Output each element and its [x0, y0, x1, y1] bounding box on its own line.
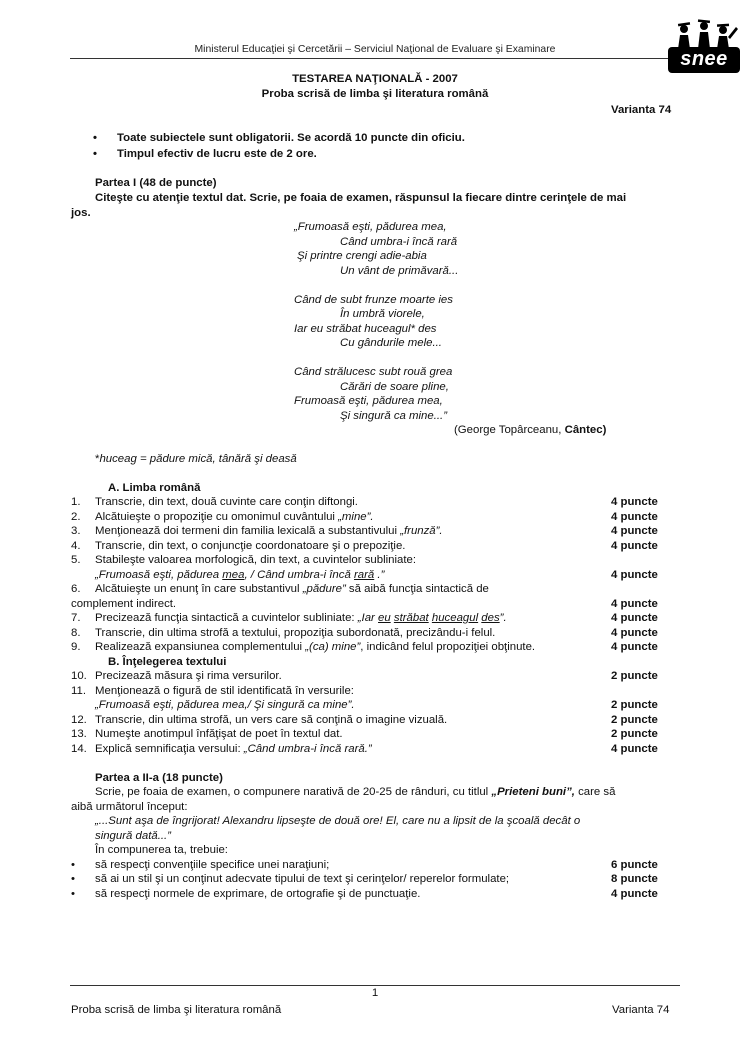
part2-text: care să	[574, 786, 616, 798]
quote-part: „Frumoasă eşti, pădurea	[95, 569, 223, 581]
item-text-cont: complement indirect.	[71, 598, 177, 610]
item-number: 3.	[71, 525, 81, 537]
item-text: Transcrie, din text, două cuvinte care conţin diftongi.	[95, 496, 358, 508]
item-text: Menţionează o figură de stil identificată în versurile:	[95, 685, 354, 697]
item-points: 4 puncte	[611, 627, 658, 639]
item-number: 1.	[71, 496, 81, 508]
criteria-text: să ai un stil şi un conţinut adecvate tipului de text şi cerinţelor/ reperelor formulate;	[95, 873, 510, 885]
item-points: 2 puncte	[611, 714, 658, 726]
item-text-emphasis: „frunză”.	[400, 525, 443, 537]
page-number: 1	[371, 987, 379, 999]
poem-line: În umbră viorele,	[340, 308, 425, 320]
poem-line: Când de subt frunze moarte ies	[294, 294, 453, 306]
part1-heading: Partea I (48 de puncte)	[95, 177, 217, 189]
item-text	[95, 742, 372, 757]
item-quote: „Frumoasă eşti, pădurea mea,/ Şi singură ca mine”.	[95, 699, 355, 711]
item-text-part: Precizează funcţia sintactică a cuvintelor subliniate:	[95, 612, 358, 624]
poem-line: Şi printre crengi adie-abia	[297, 250, 427, 262]
item-text: Transcrie, din text, o conjuncţie coordonatoare şi o prepoziţie.	[95, 540, 406, 552]
item-text-part: , indicând felul propoziţiei obţinute.	[360, 641, 536, 653]
glossary-text: huceag = pădure mică, tânără şi deasă	[99, 453, 297, 465]
part2-line	[95, 785, 615, 800]
item-quote	[358, 612, 507, 624]
sectionA-heading: A. Limba română	[108, 482, 201, 494]
rule-bullet: •	[93, 148, 97, 160]
poem-line: Şi singură ca mine...”	[340, 410, 447, 422]
quote-part: ”.	[499, 612, 507, 624]
essay-start-quote: „...Sunt aşa de îngrijorat! Alexandru lipseşte de două ore! El, care nu a lipsit de la şcoală decât o	[95, 815, 581, 827]
item-points: 4 puncte	[611, 540, 658, 552]
poem-line: Un vânt de primăvară...	[340, 265, 459, 277]
item-points: 2 puncte	[611, 699, 658, 711]
underlined-word: mea	[222, 569, 245, 581]
quote-part: .”	[374, 569, 385, 581]
underlined-word: rară	[353, 569, 375, 581]
item-number: 7.	[71, 612, 81, 624]
poem-line: Cu gândurile mele...	[340, 337, 442, 349]
item-text-part: Explică semnificaţia versului:	[95, 743, 244, 755]
item-text: Numeşte anotimpul înfăţişat de poet în textul dat.	[95, 728, 343, 740]
rule-bullet: •	[93, 132, 97, 144]
underlined-word: eu	[378, 612, 391, 624]
snee-logo	[668, 17, 740, 75]
item-number: 14.	[71, 743, 87, 755]
criteria-bullet: •	[71, 873, 75, 885]
item-text	[95, 640, 535, 655]
item-text: Precizează măsura şi rima versurilor.	[95, 670, 282, 682]
footer-left: Proba scrisă de limba şi literatura română	[71, 1004, 282, 1016]
item-points: 4 puncte	[611, 743, 658, 755]
quote-part: , / Când umbra-i încă	[244, 569, 354, 581]
variant-label: Varianta 74	[611, 104, 672, 116]
item-number: 6.	[71, 583, 81, 595]
criteria-points: 4 puncte	[611, 888, 658, 900]
item-points: 2 puncte	[611, 670, 658, 682]
rule-text: Toate subiectele sunt obligatorii. Se acordă 10 puncte din oficiu.	[117, 132, 465, 144]
item-points: 4 puncte	[611, 598, 658, 610]
item-number: 13.	[71, 728, 87, 740]
item-number: 9.	[71, 641, 81, 653]
item-points: 4 puncte	[611, 511, 658, 523]
item-text-part: Menţionează doi termeni din familia lexicală a substantivului	[95, 525, 401, 537]
item-text-part: să aibă funcţia sintactică de	[345, 583, 489, 595]
criteria-text: să respecţi normele de exprimare, de ortografie şi de punctuaţie.	[95, 888, 421, 900]
ministry-header: Ministerul Educaţiei şi Cercetării – Serviciul Naţional de Evaluare şi Examinare	[194, 44, 556, 55]
item-points: 4 puncte	[611, 525, 658, 537]
sectionB-heading: B. Înţelegerea textului	[108, 656, 227, 668]
exam-subtitle: Proba scrisă de limba şi literatura română	[261, 88, 489, 100]
criteria-points: 6 puncte	[611, 859, 658, 871]
item-number: 10.	[71, 670, 87, 682]
poem-line: Când strălucesc subt rouă grea	[294, 366, 453, 378]
footer-right: Varianta 74	[612, 1004, 670, 1016]
poem-line: Frumoasă eşti, pădurea mea,	[294, 395, 443, 407]
item-text-part: Alcătuieşte un enunţ în care substantivul	[95, 583, 303, 595]
item-number: 2.	[71, 511, 81, 523]
poem-attribution	[454, 423, 606, 438]
part2-text: Scrie, pe foaia de examen, o compunere narativă de 20-25 de rânduri, cu titlul	[95, 786, 492, 798]
underlined-word: huceagul	[431, 612, 479, 624]
poem-line: Când umbra-i încă rară	[340, 236, 458, 248]
item-number: 11.	[71, 685, 86, 697]
part2-line-cont: aibă următorul început:	[71, 801, 188, 813]
item-number: 5.	[71, 554, 81, 566]
item-points: 4 puncte	[611, 569, 658, 581]
underlined-word: des	[481, 612, 500, 624]
essay-start-quote-cont: singură dată...”	[95, 830, 171, 842]
item-text-emphasis: „pădure”	[302, 583, 346, 595]
item-number: 4.	[71, 540, 81, 552]
item-text: Transcrie, din ultima strofă, un vers care să conţină o imagine vizuală.	[95, 714, 448, 726]
criteria-points: 8 puncte	[611, 873, 658, 885]
glossary-star: *	[95, 453, 100, 465]
criteria-text: să respecţi convenţiile specifice unei naraţiuni;	[95, 859, 330, 871]
item-text	[95, 611, 507, 626]
item-text-part: Realizează expansiunea complementului	[95, 641, 306, 653]
item-points: 4 puncte	[611, 612, 658, 624]
item-text-part: Alcătuieşte o propoziţie cu omonimul cuvântului	[95, 511, 339, 523]
attribution-title: Cântec)	[564, 424, 607, 436]
item-text-emphasis: „(ca) mine”	[305, 641, 361, 653]
underlined-word: străbat	[393, 612, 429, 624]
poem-line: Cărări de soare pline,	[340, 381, 449, 393]
item-points: 2 puncte	[611, 728, 658, 740]
part2-intro: În compunerea ta, trebuie:	[95, 844, 228, 856]
item-text-emphasis: „mine”.	[338, 511, 374, 523]
item-text	[95, 582, 489, 597]
part1-instruction: Citeşte cu atenţie textul dat. Scrie, pe foaia de examen, răspunsul la fiecare dintre cerinţele de mai	[95, 192, 627, 204]
quote-part: „Iar	[357, 612, 379, 624]
item-number: 12.	[71, 714, 87, 726]
part2-heading: Partea a II-a (18 puncte)	[95, 772, 223, 784]
item-text: Stabileşte valoarea morfologică, din text, a cuvintelor subliniate:	[95, 554, 417, 566]
poem-line: Iar eu străbat huceagul* des	[294, 323, 437, 335]
logo-text: snee	[680, 48, 728, 70]
rule-text: Timpul efectiv de lucru este de 2 ore.	[117, 148, 317, 160]
part1-instruction-cont: jos.	[71, 207, 91, 219]
poem-line: „Frumoasă eşti, pădurea mea,	[294, 221, 447, 233]
item-points: 4 puncte	[611, 641, 658, 653]
item-text	[95, 510, 374, 525]
item-text: Transcrie, din ultima strofă a textului, propoziţia subordonată, precizându-i felul.	[95, 627, 496, 639]
item-text	[95, 524, 443, 539]
attribution-author: (George Topârceanu,	[454, 424, 565, 436]
item-quote	[95, 568, 384, 583]
item-points: 4 puncte	[611, 496, 658, 508]
header-divider	[70, 58, 680, 59]
criteria-bullet: •	[71, 859, 75, 871]
essay-title: „Prieteni buni”,	[491, 786, 575, 798]
glossary-note	[95, 452, 297, 467]
item-number: 8.	[71, 627, 81, 639]
exam-title: TESTAREA NAŢIONALĂ - 2007	[292, 73, 458, 85]
item-text-emphasis: „Când umbra-i încă rară.”	[243, 743, 372, 755]
criteria-bullet: •	[71, 888, 75, 900]
